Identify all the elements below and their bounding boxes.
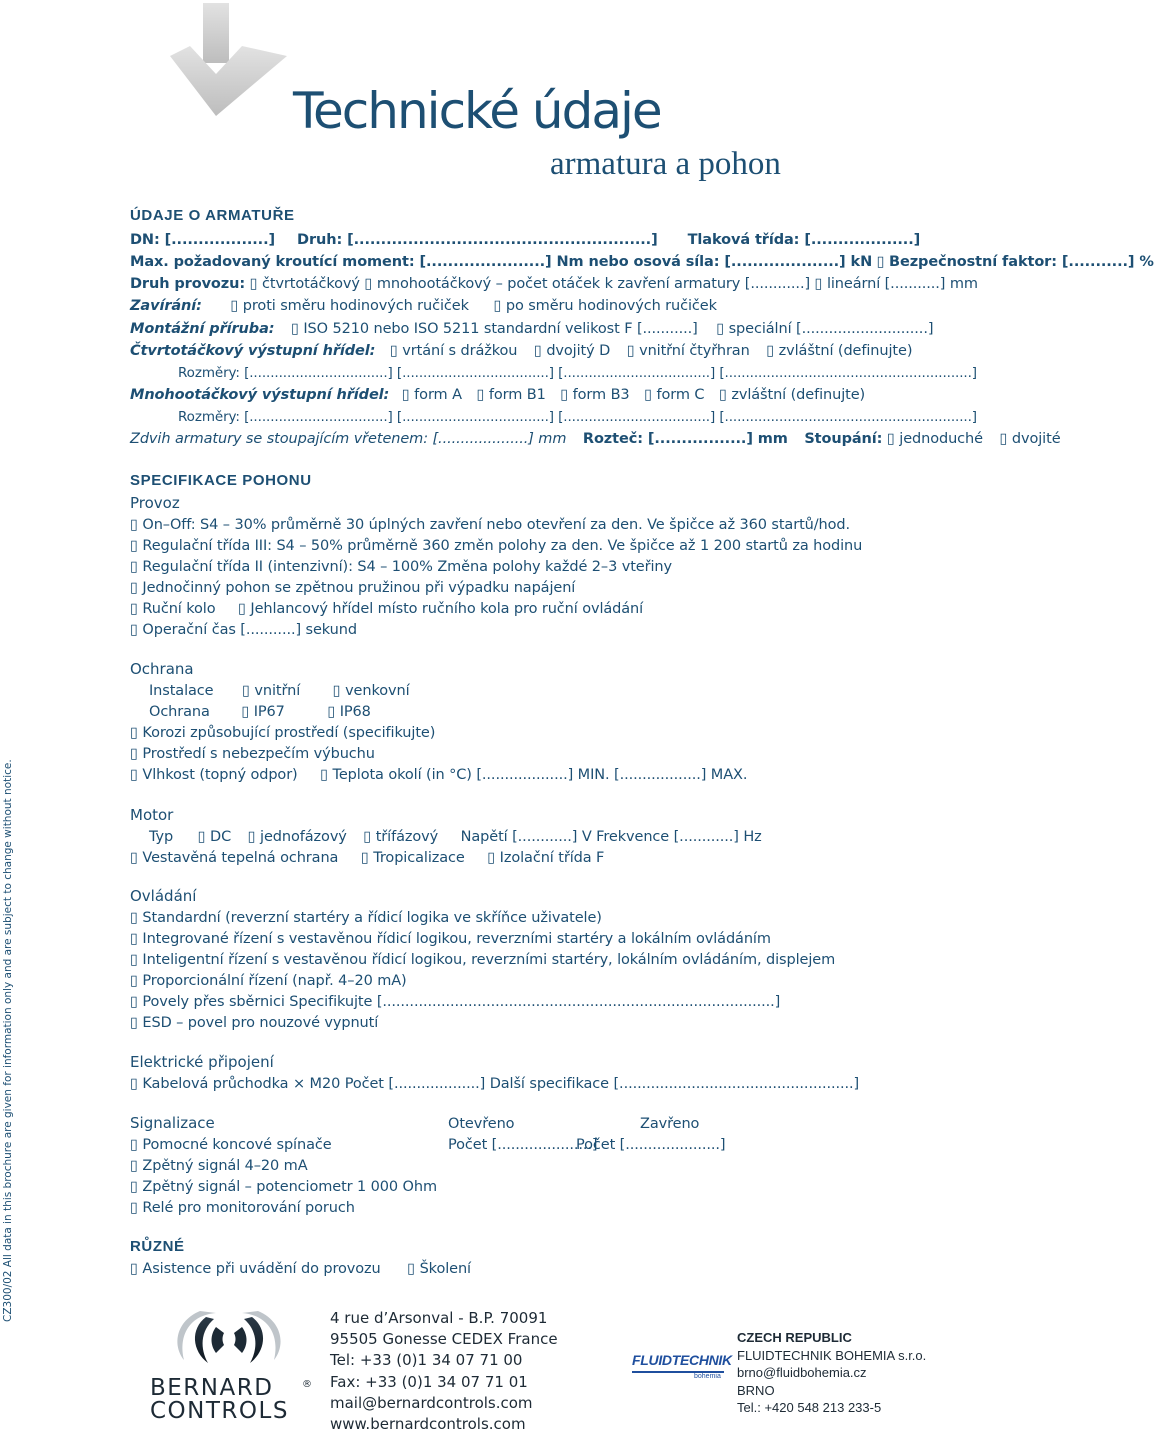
option-jednoduche: jednoduché <box>899 431 983 447</box>
checkbox[interactable]: ▯ <box>130 1076 138 1092</box>
ruzne-row <box>130 1259 471 1280</box>
safety-factor-field[interactable]: Bezpečnostní faktor: [...........] % <box>889 254 1154 270</box>
dims-row-2[interactable]: Rozměry: [.................................] [...................................] [...................................] [...........................................................] <box>178 409 977 425</box>
checkbox[interactable]: ▯ <box>718 387 727 403</box>
checkbox[interactable]: ▯ <box>401 387 410 403</box>
valve-row-3 <box>130 274 978 295</box>
address-line: 4 rue d’Arsonval - B.P. 70091 <box>330 1309 548 1327</box>
priruba-label: Montážní příruba: <box>130 321 275 337</box>
option-trifazovy: třífázový <box>375 829 439 845</box>
ctvrtotackovy-hridel-label: Čtvrtotáčkový výstupní hřídel: <box>130 343 376 359</box>
checkbox[interactable]: ▯ <box>290 321 299 337</box>
checkbox[interactable]: ▯ <box>130 1158 138 1174</box>
torque-field[interactable]: Max. požadovaný kroutící moment: [......................] Nm nebo osová síla: [....................] kN <box>130 254 873 270</box>
checkbox[interactable]: ▯ <box>197 829 206 845</box>
option-form-a: form A <box>414 387 462 403</box>
zavreno-label: Zavřeno <box>640 1116 700 1132</box>
checkbox[interactable]: ▯ <box>130 746 138 762</box>
checkbox[interactable]: ▯ <box>766 343 775 359</box>
address-block <box>330 1308 558 1435</box>
otevreno-label: Otevřeno <box>448 1116 515 1132</box>
option-linearni: lineární [...........] mm <box>826 276 978 292</box>
checkbox[interactable]: ▯ <box>533 343 542 359</box>
option-vnitrni: vnitřní <box>254 683 301 699</box>
checkbox[interactable]: ▯ <box>242 683 250 699</box>
typ-label: Typ <box>149 829 174 845</box>
logo-line-2: CONTROLS <box>150 1398 289 1424</box>
option-ctyrhran: vnitřní čtyřhran <box>639 343 750 359</box>
checkbox[interactable]: ▯ <box>626 343 635 359</box>
checkbox[interactable]: ▯ <box>332 683 341 699</box>
checkbox[interactable]: ▯ <box>886 431 895 447</box>
stoupani-label: Stoupání: <box>804 431 883 447</box>
cz-heading: CZECH REPUBLIC <box>737 1330 852 1345</box>
ochrana-item <box>130 723 435 744</box>
checkbox[interactable]: ▯ <box>130 994 138 1010</box>
rucni-kolo-label: Ruční kolo <box>142 601 216 617</box>
valve-row-2 <box>130 252 1154 273</box>
down-arrow-icon <box>165 8 295 118</box>
signal-label: Relé pro monitorování poruch <box>142 1200 355 1216</box>
kabel-row <box>130 1074 859 1095</box>
signal-row <box>130 1135 332 1156</box>
checkbox[interactable]: ▯ <box>130 559 138 575</box>
option-mnohootackovy: mnohootáčkový – počet otáček k zavření armatury [............] <box>376 276 811 292</box>
dn-field[interactable]: DN: [..................] <box>130 232 276 248</box>
valve-row-5 <box>130 319 933 340</box>
bernard-controls-logo <box>150 1305 310 1423</box>
jehlancovy-label: Jehlancový hřídel místo ručního kola pro ruční ovládání <box>250 601 644 617</box>
valve-row-10 <box>130 429 1061 450</box>
option-asistence: Asistence při uvádění do provozu <box>142 1261 381 1277</box>
option-form-b1: form B1 <box>488 387 546 403</box>
option-dc: DC <box>210 829 232 845</box>
checkbox[interactable]: ▯ <box>130 580 138 596</box>
option-jednofazovy: jednofázový <box>260 829 347 845</box>
option-ip68: IP68 <box>339 704 371 720</box>
checkbox[interactable]: ▯ <box>238 601 246 617</box>
povely-field[interactable]: Povely přes sběrnici Specifikujte [.......................................................................................] <box>142 994 781 1010</box>
checkbox[interactable]: ▯ <box>364 276 373 292</box>
ochrana-item-label: Korozi způsobující prostředí (specifikujte) <box>142 725 436 741</box>
instalace-row <box>149 681 410 702</box>
checkbox[interactable]: ▯ <box>249 276 258 292</box>
spinace-label: Pomocné koncové spínače <box>142 1137 332 1153</box>
ochrana-label: Ochrana <box>149 704 210 720</box>
valve-row-4 <box>130 296 717 317</box>
option-zvlastni-2: zvláštní (definujte) <box>731 387 866 403</box>
ovladani-item <box>130 929 771 950</box>
checkbox[interactable]: ▯ <box>320 767 329 783</box>
checkbox[interactable]: ▯ <box>130 850 138 866</box>
checkbox[interactable]: ▯ <box>130 1179 138 1195</box>
ovladani-item <box>130 971 407 992</box>
mnohootackovy-hridel-label: Mnohootáčkový výstupní hřídel: <box>130 387 390 403</box>
option-dvojite: dvojité <box>1011 431 1061 447</box>
tlak-field[interactable]: Tlaková třída: [...................] <box>687 232 921 248</box>
checkbox[interactable]: ▯ <box>363 829 372 845</box>
checkbox[interactable]: ▯ <box>130 1200 138 1216</box>
checkbox[interactable]: ▯ <box>130 1137 138 1153</box>
fluidtechnik-logo <box>632 1352 732 1382</box>
cz-contact-block <box>737 1329 926 1417</box>
checkbox[interactable]: ▯ <box>487 850 496 866</box>
fluidtechnik-wordmark: FLUIDTECHNIK <box>632 1352 732 1368</box>
typ-row <box>149 827 762 848</box>
checkbox[interactable]: ▯ <box>999 431 1008 447</box>
checkbox[interactable]: ▯ <box>130 973 138 989</box>
checkbox[interactable]: ▯ <box>716 321 725 337</box>
page-subtitle: armatura a pohon <box>550 146 781 182</box>
option-skoleni: Školení <box>419 1261 471 1277</box>
checkbox[interactable]: ▯ <box>407 1261 416 1277</box>
napeti-frekvence-field[interactable]: Napětí [............] V Frekvence [............] Hz <box>460 829 762 845</box>
provoz-label: Regulační třída III: S4 – 50% průměrně 360 změn polohy za den. Ve špičce až 1 200 startů za hodinu <box>142 538 863 554</box>
checkbox[interactable]: ▯ <box>327 704 336 720</box>
cz-line: Tel.: +420 548 213 233-5 <box>737 1400 882 1415</box>
signal-item <box>130 1198 355 1219</box>
esd-row <box>130 1013 378 1034</box>
provoz-label: Jednočinný pohon se zpětnou pružinou při výpadku napájení <box>142 580 576 596</box>
option-form-b3: form B3 <box>572 387 630 403</box>
cz-line: BRNO <box>737 1382 775 1398</box>
povely-row <box>130 992 780 1013</box>
provoz-label: Regulační třída II (intenzivní): S4 – 100% Změna polohy každé 2–3 vteřiny <box>142 559 672 575</box>
pocet-zavreno-field[interactable]: Počet [.....................] <box>576 1137 726 1153</box>
checkbox[interactable]: ▯ <box>389 343 398 359</box>
ovladani-label: Proporcionální řízení (např. 4–20 mA) <box>142 973 407 989</box>
page-title: Technické údaje <box>293 82 661 140</box>
option-proti-smeru: proti směru hodinových ručiček <box>242 298 469 314</box>
signal-label: Zpětný signál – potenciometr 1 000 Ohm <box>142 1179 437 1195</box>
checkbox[interactable]: ▯ <box>130 931 138 947</box>
checkbox[interactable]: ▯ <box>130 538 138 554</box>
instalace-label: Instalace <box>149 683 214 699</box>
zavirani-label: Zavírání: <box>130 298 202 314</box>
vlhkost-label: Vlhkost (topný odpor) <box>142 767 298 783</box>
address-line: Fax: +33 (0)1 34 07 71 01 <box>330 1372 528 1391</box>
druh-provozu-label: Druh provozu: <box>130 276 246 292</box>
option-vrtani: vrtání s drážkou <box>402 343 518 359</box>
option-ctvrtotackovy: čtvrtotáčkový <box>261 276 360 292</box>
checkbox[interactable]: ▯ <box>644 387 652 403</box>
operacni-row <box>130 620 357 641</box>
bernard-emblem-icon <box>150 1305 310 1380</box>
option-specialni: speciální [............................] <box>728 321 934 337</box>
checkbox[interactable]: ▯ <box>130 622 138 638</box>
operacni-field[interactable]: Operační čas [...........] sekund <box>142 622 357 638</box>
checkbox[interactable]: ▯ <box>876 254 885 270</box>
ovladani-label: Integrované řízení s vestavěnou řídicí logikou, reverzními startéry a lokálním ovládáním <box>142 931 771 947</box>
rucni-row <box>130 599 643 620</box>
valve-row-8 <box>130 385 865 406</box>
checkbox[interactable]: ▯ <box>130 1015 138 1031</box>
signalizace-title: Signalizace <box>130 1114 215 1132</box>
vlhkost-row <box>130 765 747 786</box>
option-po-smeru: po směru hodinových ručiček <box>505 298 717 314</box>
kabel-field[interactable]: Kabelová průchodka × M20 Počet [...................] Další specifikace [....................................................] <box>142 1076 860 1092</box>
actuator-heading: SPECIFIKACE POHONU <box>130 472 312 489</box>
checkbox[interactable]: ▯ <box>360 850 369 866</box>
roztec-field[interactable]: Rozteč: [.................] mm <box>582 431 788 447</box>
option-zvlastni: zvláštní (definujte) <box>778 343 913 359</box>
provoz-item <box>130 536 862 557</box>
checkbox[interactable]: ▯ <box>247 829 256 845</box>
provoz-item <box>130 557 672 578</box>
valve-heading: ÚDAJE O ARMATUŘE <box>130 207 295 224</box>
provoz-item <box>130 515 850 536</box>
esd-label: ESD – povel pro nouzové vypnutí <box>142 1015 379 1031</box>
option-izolacni-trida: Izolační třída F <box>499 850 605 866</box>
email-link[interactable]: mail@bernardcontrols.com <box>330 1393 533 1412</box>
provoz-title: Provoz <box>130 494 180 512</box>
logo-line-1: BERNARD <box>150 1375 274 1401</box>
checkbox[interactable]: ▯ <box>241 704 250 720</box>
option-form-c: form C <box>656 387 705 403</box>
option-tropicalizace: Tropicalizace <box>373 850 465 866</box>
cz-line: FLUIDTECHNIK BOHEMIA s.r.o. <box>737 1347 927 1363</box>
option-tepelna-ochrana: Vestavěná tepelná ochrana <box>142 850 339 866</box>
checkbox[interactable]: ▯ <box>476 387 485 403</box>
ovladani-title: Ovládání <box>130 887 197 905</box>
dims-row-1[interactable]: Rozměry: [.................................] [...................................] [...................................] [...........................................................] <box>178 365 977 381</box>
ovladani-item <box>130 950 835 971</box>
ochrana-item <box>130 744 375 765</box>
option-dvojity-d: dvojitý D <box>546 343 611 359</box>
motor-title: Motor <box>130 806 174 824</box>
checkbox[interactable]: ▯ <box>130 601 138 617</box>
cz-email-link[interactable]: brno@fluidbohemia.cz <box>737 1365 867 1380</box>
checkbox[interactable]: ▯ <box>814 276 823 292</box>
checkbox[interactable]: ▯ <box>560 387 569 403</box>
option-iso: ISO 5210 nebo ISO 5211 standardní velikost F [...........] <box>303 321 698 337</box>
checkbox[interactable]: ▯ <box>130 952 138 968</box>
druh-field[interactable]: Druh: [.......................................................] <box>297 232 658 248</box>
option-venkovni: venkovní <box>345 683 410 699</box>
ochrana-row <box>149 702 371 723</box>
checkbox[interactable]: ▯ <box>130 517 138 533</box>
teplota-field[interactable]: Teplota okolí (in °C) [...................] MIN. [..................] MAX. <box>332 767 748 783</box>
motor-options-row <box>130 848 604 869</box>
ochrana-title: Ochrana <box>130 660 194 678</box>
valve-row-6 <box>130 341 912 362</box>
provoz-item <box>130 578 575 599</box>
option-ip67: IP67 <box>253 704 285 720</box>
signal-label: Zpětný signál 4–20 mA <box>142 1158 308 1174</box>
checkbox[interactable]: ▯ <box>230 298 239 314</box>
signal-item <box>130 1156 308 1177</box>
checkbox[interactable]: ▯ <box>130 1261 138 1277</box>
registered-mark-icon: ® <box>302 1379 312 1390</box>
address-line: 95505 Gonesse CEDEX France <box>330 1330 558 1349</box>
pocet-otevreno-field[interactable]: Počet [.....................] <box>448 1137 598 1153</box>
elektricke-title: Elektrické připojení <box>130 1053 274 1071</box>
signal-item <box>130 1177 437 1198</box>
address-line: Tel: +33 (0)1 34 07 71 00 <box>330 1351 523 1370</box>
ochrana-item-label: Prostředí s nebezpečím výbuchu <box>142 746 375 762</box>
ovladani-item <box>130 908 602 929</box>
checkbox[interactable]: ▯ <box>130 767 138 783</box>
checkbox[interactable]: ▯ <box>493 298 502 314</box>
sidebar-note: CZ300/02 All data in this brochure are given for information only and are subject to change without notice. <box>2 759 14 1322</box>
ruzne-title: RŮZNÉ <box>130 1238 185 1255</box>
fluidtechnik-sub: bohemia <box>694 1373 721 1380</box>
checkbox[interactable]: ▯ <box>130 910 138 926</box>
valve-row-1 <box>130 230 920 251</box>
ovladani-label: Inteligentní řízení s vestavěnou řídicí logikou, reverzními startéry, lokálním ovládáním, displejem <box>142 952 836 968</box>
ovladani-label: Standardní (reverzní startéry a řídicí logika ve skříňce uživatele) <box>142 910 602 926</box>
checkbox[interactable]: ▯ <box>130 725 138 741</box>
provoz-label: On–Off: S4 – 30% průměrně 30 úplných zavření nebo otevření za den. Ve špičce až 360 startů/hod. <box>142 517 850 533</box>
zdvih-field[interactable]: Zdvih armatury se stoupajícím vřetenem: [....................] mm <box>130 431 567 447</box>
website-link[interactable]: www.bernardcontrols.com <box>330 1415 526 1434</box>
